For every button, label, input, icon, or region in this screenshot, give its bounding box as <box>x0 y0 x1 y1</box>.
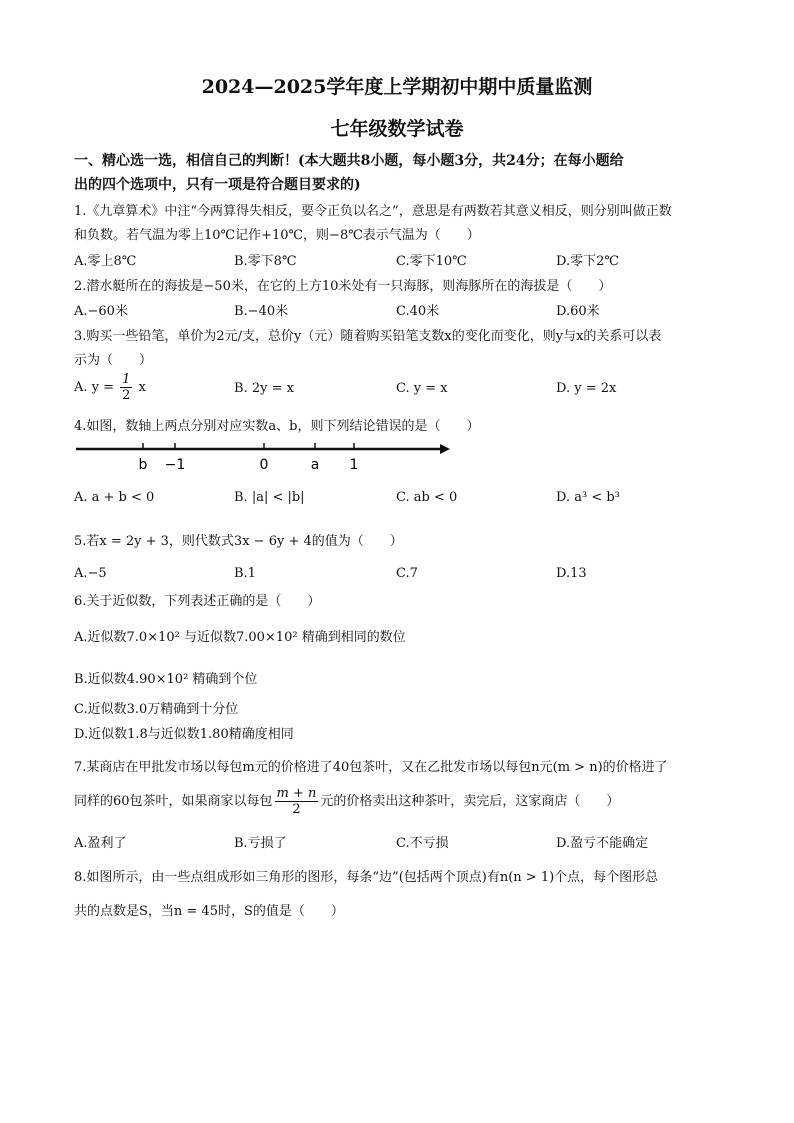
q7-option-b: B.亏损了 <box>234 836 287 851</box>
label-b: b <box>138 457 148 473</box>
q1-stem-line1: 1.《九章算术》中注“今两算得失相反，要令正负以名之”，意思是有两数若其意义相反，则分别叫做正数 <box>74 204 672 219</box>
q2-option-a: A.−60米 <box>74 304 128 319</box>
q2-option-b: B.−40米 <box>234 304 289 319</box>
q3-option-a: A. y = $\frac{1}{2}$ x <box>74 372 146 403</box>
q5-option-d: D.13 <box>556 566 587 581</box>
q7-stem-line2: 同样的60包茶叶，如果商家以每包 $\frac{m + n}{2}$ 元的价格卖出这种茶叶，卖完后，这家商店（ ） <box>74 786 620 817</box>
exam-title: 2024—2025学年度上学期初中期中质量监测 <box>201 76 593 98</box>
q1-stem-line2: 和负数。若气温为零上10℃记作+10℃，则−8℃表示气温为（ ） <box>74 228 480 243</box>
q3-option-c: C. y = x <box>396 381 448 396</box>
q7-stem-line1: 7.某商店在甲批发市场以每包m元的价格进了40包茶叶，又在乙批发市场以每包n元(m > n)的价格进了 <box>74 760 668 775</box>
q6-option-d: D.近似数1.8与近似数1.80精确度相同 <box>74 727 294 742</box>
q6-stem-line1: 6.关于近似数，下列表述正确的是（ ） <box>74 594 321 609</box>
number-line-figure <box>74 434 454 474</box>
number-line-arrow <box>440 444 450 454</box>
q2-stem-line1: 2.潜水艇所在的海拔是−50米，在它的上方10米处有一只海豚，则海豚所在的海拔是（ ） <box>74 279 612 294</box>
q4-stem-line1: 4.如图，数轴上两点分别对应实数a、b，则下列结论错误的是（ ） <box>74 419 480 434</box>
q6-option-b: B.近似数4.90×10² 精确到个位 <box>74 672 258 687</box>
q2-option-d: D.60米 <box>556 304 600 319</box>
number-line-svg <box>74 434 454 474</box>
q3-option-b: B. 2y = x <box>234 381 294 396</box>
q4-option-c: C. ab < 0 <box>396 490 458 505</box>
label-zero: 0 <box>259 457 269 473</box>
q4-option-b: B. |a| < |b| <box>234 490 305 505</box>
label-one: 1 <box>349 457 359 473</box>
q3-option-a-fraction: $\frac{1}{2}$ <box>122 372 131 403</box>
q5-stem-line1: 5.若x = 2y + 3，则代数式3x − 6y + 4的值为（ ） <box>74 534 403 549</box>
label-a: a <box>310 457 320 473</box>
q3-option-d: D. y = 2x <box>556 381 617 396</box>
q1-option-c: C.零下10℃ <box>396 254 467 269</box>
label-minus-one: −1 <box>164 457 186 473</box>
q1-option-a: A.零上8℃ <box>74 254 137 269</box>
section-heading-line1: 一、精心选一选，相信自己的判断！(本大题共8小题，每小题3分，共24分；在每小题给 <box>74 153 624 169</box>
q5-option-b: B.1 <box>234 566 256 581</box>
q8-stem-line2: 共的点数是S，当n = 45时，S的值是（ ） <box>74 904 344 919</box>
q6-option-a: A.近似数7.0×10² 与近似数7.00×10² 精确到相同的数位 <box>74 630 406 645</box>
q4-option-a: A. a + b < 0 <box>74 490 155 505</box>
q7-option-c: C.不亏损 <box>396 836 449 851</box>
exam-subtitle: 七年级数学试卷 <box>330 118 464 140</box>
q5-option-a: A.−5 <box>74 566 107 581</box>
q6-option-c: C.近似数3.0万精确到十分位 <box>74 702 239 717</box>
q4-option-d: D. a³ < b³ <box>556 490 620 505</box>
q7-option-a: A.盈利了 <box>74 836 127 851</box>
q3-options <box>74 372 734 408</box>
q2-option-c: C.40米 <box>396 304 440 319</box>
q5-option-c: C.7 <box>396 566 418 581</box>
q7-option-d: D.盈亏不能确定 <box>556 836 649 851</box>
section-heading-line2: 出的四个选项中，只有一项是符合题目要求的) <box>74 177 361 193</box>
q3-stem-line2: 示为（ ） <box>74 353 153 368</box>
q1-option-d: D.零下2℃ <box>556 254 619 269</box>
q1-option-b: B.零下8℃ <box>234 254 297 269</box>
q7-fraction: $\frac{m + n}{2}$ <box>276 786 317 817</box>
q8-stem-line1: 8.如图所示，由一些点组成形如三角形的图形，每条“边”(包括两个顶点)有n(n > 1)个点，每个图形总 <box>74 870 659 885</box>
q3-stem-line1: 3.购买一些铅笔，单价为2元/支，总价y（元）随着购买铅笔支数x的变化而变化，则y与x的关系可以表 <box>74 329 662 344</box>
